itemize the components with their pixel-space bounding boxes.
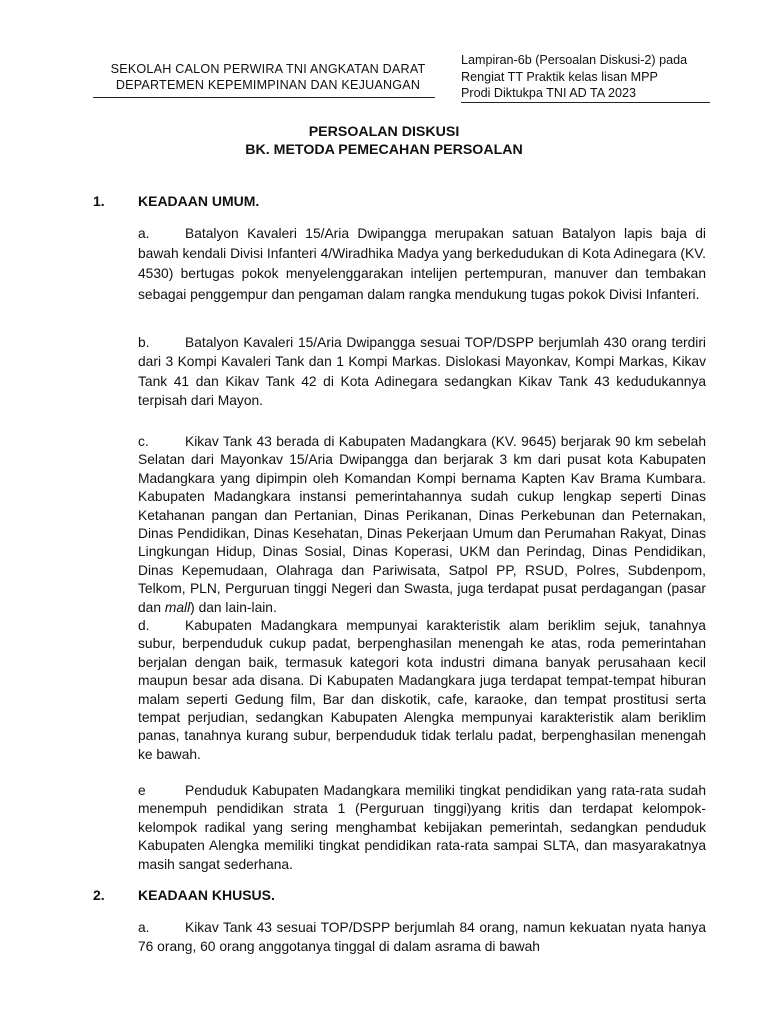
institution-name: SEKOLAH CALON PERWIRA TNI ANGKATAN DARAT [110,62,426,76]
attachment-line-1: Lampiran-6b (Persoalan Diskusi-2) pada [461,53,688,67]
paragraph-label: d. [138,618,150,633]
paragraph-label: a. [138,226,150,241]
paragraph-label: c. [138,434,149,449]
paragraph-label: a. [138,920,150,935]
paragraph-1b [138,333,706,411]
header-left-underline [93,97,435,98]
paragraph-text-tail: ) dan lain-lain. [190,599,277,615]
paragraph-label: e [138,783,146,798]
section-2-number: 2. [93,887,105,903]
header-right-underline [461,102,710,103]
attachment-line-3: Prodi Diktukpa TNI AD TA 2023 [461,86,637,100]
paragraph-1a [138,224,706,305]
paragraph-text: Kikav Tank 43 sesuai TOP/DSPP berjumlah 84 orang, namun kekuatan nyata hanya 76 orang, 60 orang anggotanya tinggal di dalam asrama di bawah [138,920,706,954]
paragraph-italic-term: mall [164,599,191,615]
paragraph-2a [138,918,706,956]
attachment-line-2: Rengiat TT Praktik kelas lisan MPP [461,69,658,84]
section-1-number: 1. [93,193,105,209]
paragraph-text: Penduduk Kabupaten Madangkara memiliki tingkat pendidikan yang rata-rata sudah menempuh pendidikan strata 1 (Perguruan tinggi)yang kritis dan terdapat kelompok-kelompok radikal yang sering menghambat kebijakan pemerintah, sedangkan penduduk Kabupaten Alengka memiliki tingkat pendidikan rata-rata sampai SLTA, dan masyarakatnya masih sangat sederhana. [138,783,706,872]
institution-header [88,61,448,93]
paragraph-text: Batalyon Kavaleri 15/Aria Dwipangga merupakan satuan Batalyon lapis baja di bawah kendali Divisi Infanteri 4/Wiradhika Madya yang berkedudukan di Kota Adinegara (KV. 4530) bertugas pokok menyelenggarakan intelijen pertempuran, manuver dan tembakan sebagai penggempur dan pengaman dalam rangka mendukung tugas pokok Divisi Infanteri. [138,226,706,302]
paragraph-text: Kikav Tank 43 berada di Kabupaten Madangkara (KV. 9645) berjarak 90 km sebelah Selatan dari Mayonkav 15/Aria Dwipangga dan berjarak 3 km dari pusat kota Kabupaten Madangkara yang dipimpin oleh Komandan Kompi bernama Kapten Kav Brama Kumbara. Kabupaten Madangkara instansi pemerintahannya sudah cukup lengkap seperti Dinas Ketahanan pangan dan Pertanian, Dinas Perikanan, Dinas Perkebunan dan Peternakan, Dinas Pendidikan, Dinas Kesehatan, Dinas Pekerjaan Umum dan Perumahan Rakyat, Dinas Lingkungan Hidup, Dinas Sosial, Dinas Koperasi, UKM dan Perindag, Dinas Pendidikan, Dinas Kepemudaan, Olahraga dan Pariwisata, Satpol PP, RSUD, Polres, Subdenpom, Telkom, PLN, Perguruan tinggi Negeri dan Swasta, juga terdapat pusat perdagangan (pasar dan [138,434,706,615]
paragraph-1d [138,617,706,764]
section-1-heading: KEADAAN UMUM. [138,193,260,209]
attachment-reference [461,52,731,102]
paragraph-label: b. [138,335,150,350]
department-name: DEPARTEMEN KEPEMIMPINAN DAN KEJUANGAN [115,78,421,92]
document-subtitle: BK. METODA PEMECAHAN PERSOALAN [245,142,523,158]
paragraph-1c [138,433,706,617]
document-title: PERSOALAN DISKUSI [308,124,460,140]
paragraph-text: Batalyon Kavaleri 15/Aria Dwipangga sesuai TOP/DSPP berjumlah 430 orang terdiri dari 3 Kompi Kavaleri Tank dan 1 Kompi Markas. Dislokasi Mayonkav, Kompi Markas, Kikav Tank 41 dan Kikav Tank 42 di Kota Adinegara sedangkan Kikav Tank 43 kedudukannya terpisah dari Mayon. [138,335,706,409]
paragraph-1e [138,782,706,874]
paragraph-text: Kabupaten Madangkara mempunyai karakteristik alam beriklim sejuk, tanahnya subur, berpenduduk cukup padat, berpenghasilan menengah ke atas, roda pemerintahan berjalan dengan baik, termasuk kategori kota industri dimana banyak perusahaan kecil maupun besar ada disana. Di Kabupaten Madangkara juga terdapat tempat-tempat hiburan malam seperti Gedung film, Bar dan diskotik, cafe, karaoke, dan tempat prostitusi serta tempat perjudian, sedangkan Kabupaten Alengka mempunyai karakteristik alam beriklim panas, tanahnya kurang subur, berpenduduk tidak terlalu padat, berpenghasilan menengah ke bawah. [138,618,706,762]
section-2-heading: KEADAAN KHUSUS. [138,887,275,903]
